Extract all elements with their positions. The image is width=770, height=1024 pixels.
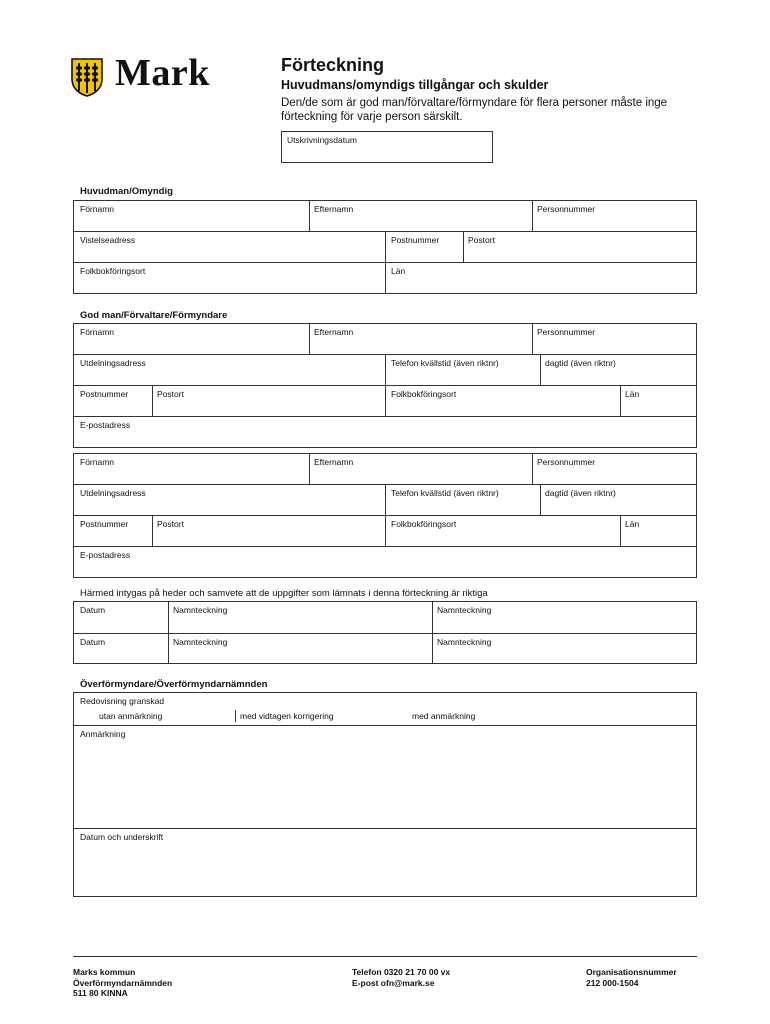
overformyndare-section bbox=[73, 692, 697, 897]
godman2-personnummer-field[interactable]: Personnummer bbox=[537, 457, 596, 467]
godman2-folkbokforingsort-field[interactable]: Folkbokföringsort bbox=[391, 519, 457, 529]
godman-heading: God man/Förvaltare/Förmyndare bbox=[80, 310, 228, 321]
huvudman-postnummer-field[interactable]: Postnummer bbox=[391, 235, 440, 245]
huvudman-section bbox=[73, 200, 697, 294]
huvudman-lan-field[interactable]: Län bbox=[391, 266, 406, 276]
form-intro: Den/de som är god man/förvaltare/förmyndare för flera personer måste inge förteckning för varje person särskilt. bbox=[281, 97, 668, 123]
godman1-fornamn-field[interactable]: Förnamn bbox=[80, 327, 115, 337]
signature-datum-field-2[interactable]: Datum bbox=[80, 637, 106, 647]
godman-person-2 bbox=[73, 453, 697, 578]
footer-address: Marks kommun Överförmyndarnämnden 511 80 KINNA bbox=[73, 967, 173, 998]
signature-section bbox=[73, 601, 697, 664]
godman1-efternamn-field[interactable]: Efternamn bbox=[314, 327, 354, 337]
mark-logo bbox=[70, 52, 230, 100]
redovisning-label: Redovisning granskad bbox=[80, 696, 165, 706]
signature-namnteckning-field-1a[interactable]: Namnteckning bbox=[173, 605, 228, 615]
form-title: Förteckning bbox=[281, 55, 385, 75]
godman2-lan-field[interactable]: Län bbox=[625, 519, 640, 529]
utskrivningsdatum-label: Utskrivningsdatum bbox=[287, 135, 357, 145]
utskrivningsdatum-field[interactable] bbox=[281, 131, 493, 163]
footer-orgnr: Organisationsnummer 212 000-1504 bbox=[586, 967, 677, 988]
godman2-postort-field[interactable]: Postort bbox=[157, 519, 184, 529]
huvudman-fornamn-field[interactable]: Förnamn bbox=[80, 204, 115, 214]
footer-divider bbox=[73, 956, 697, 957]
godman1-folkbokforingsort-field[interactable]: Folkbokföringsort bbox=[391, 389, 457, 399]
huvudman-vistelseadress-field[interactable]: Vistelseadress bbox=[80, 235, 136, 245]
signature-namnteckning-field-1b[interactable]: Namnteckning bbox=[437, 605, 492, 615]
godman2-dagtid-field[interactable]: dagtid (även riktnr) bbox=[545, 488, 616, 498]
signature-datum-field-1[interactable]: Datum bbox=[80, 605, 106, 615]
datum-underskrift-field[interactable]: Datum och underskrift bbox=[80, 832, 164, 842]
godman1-postnummer-field[interactable]: Postnummer bbox=[80, 389, 129, 399]
godman1-epost-field[interactable]: E-postadress bbox=[80, 420, 131, 430]
huvudman-postort-field[interactable]: Postort bbox=[468, 235, 495, 245]
option-utan-anmarkning[interactable]: utan anmärkning bbox=[99, 711, 163, 721]
godman2-efternamn-field[interactable]: Efternamn bbox=[314, 457, 354, 467]
signature-namnteckning-field-2a[interactable]: Namnteckning bbox=[173, 637, 228, 647]
godman2-fornamn-field[interactable]: Förnamn bbox=[80, 457, 115, 467]
form-subtitle: Huvudmans/omyndigs tillgångar och skulder bbox=[281, 78, 549, 92]
footer-contact: Telefon 0320 21 70 00 vx E-post ofn@mark.se bbox=[352, 967, 451, 988]
godman1-personnummer-field[interactable]: Personnummer bbox=[537, 327, 596, 337]
option-med-vidtagen-korrigering[interactable]: med vidtagen korrigering bbox=[240, 711, 334, 721]
huvudman-efternamn-field[interactable]: Efternamn bbox=[314, 204, 354, 214]
huvudman-folkbokforingsort-field[interactable]: Folkbokföringsort bbox=[80, 266, 146, 276]
godman1-dagtid-field[interactable]: dagtid (även riktnr) bbox=[545, 358, 616, 368]
option-med-anmarkning[interactable]: med anmärkning bbox=[412, 711, 476, 721]
godman2-telefon-kvall-field[interactable]: Telefon kvällstid (även riktnr) bbox=[391, 488, 499, 498]
godman1-utdelningsadress-field[interactable]: Utdelningsadress bbox=[80, 358, 146, 368]
overformyndare-heading: Överförmyndare/Överförmyndarnämnden bbox=[80, 679, 268, 690]
logo-wordmark: Mark bbox=[115, 52, 210, 94]
huvudman-heading: Huvudman/Omyndig bbox=[80, 186, 173, 197]
godman2-utdelningsadress-field[interactable]: Utdelningsadress bbox=[80, 488, 146, 498]
godman1-postort-field[interactable]: Postort bbox=[157, 389, 184, 399]
coat-of-arms-icon bbox=[70, 57, 104, 97]
signature-namnteckning-field-2b[interactable]: Namnteckning bbox=[437, 637, 492, 647]
declaration-text: Härmed intygas på heder och samvete att de uppgifter som lämnats i denna förteckning är riktiga bbox=[80, 588, 488, 599]
godman1-lan-field[interactable]: Län bbox=[625, 389, 640, 399]
godman2-postnummer-field[interactable]: Postnummer bbox=[80, 519, 129, 529]
godman-person-1 bbox=[73, 323, 697, 448]
anmarkning-field[interactable]: Anmärkning bbox=[80, 729, 126, 739]
godman2-epost-field[interactable]: E-postadress bbox=[80, 550, 131, 560]
godman1-telefon-kvall-field[interactable]: Telefon kvällstid (även riktnr) bbox=[391, 358, 499, 368]
huvudman-personnummer-field[interactable]: Personnummer bbox=[537, 204, 596, 214]
